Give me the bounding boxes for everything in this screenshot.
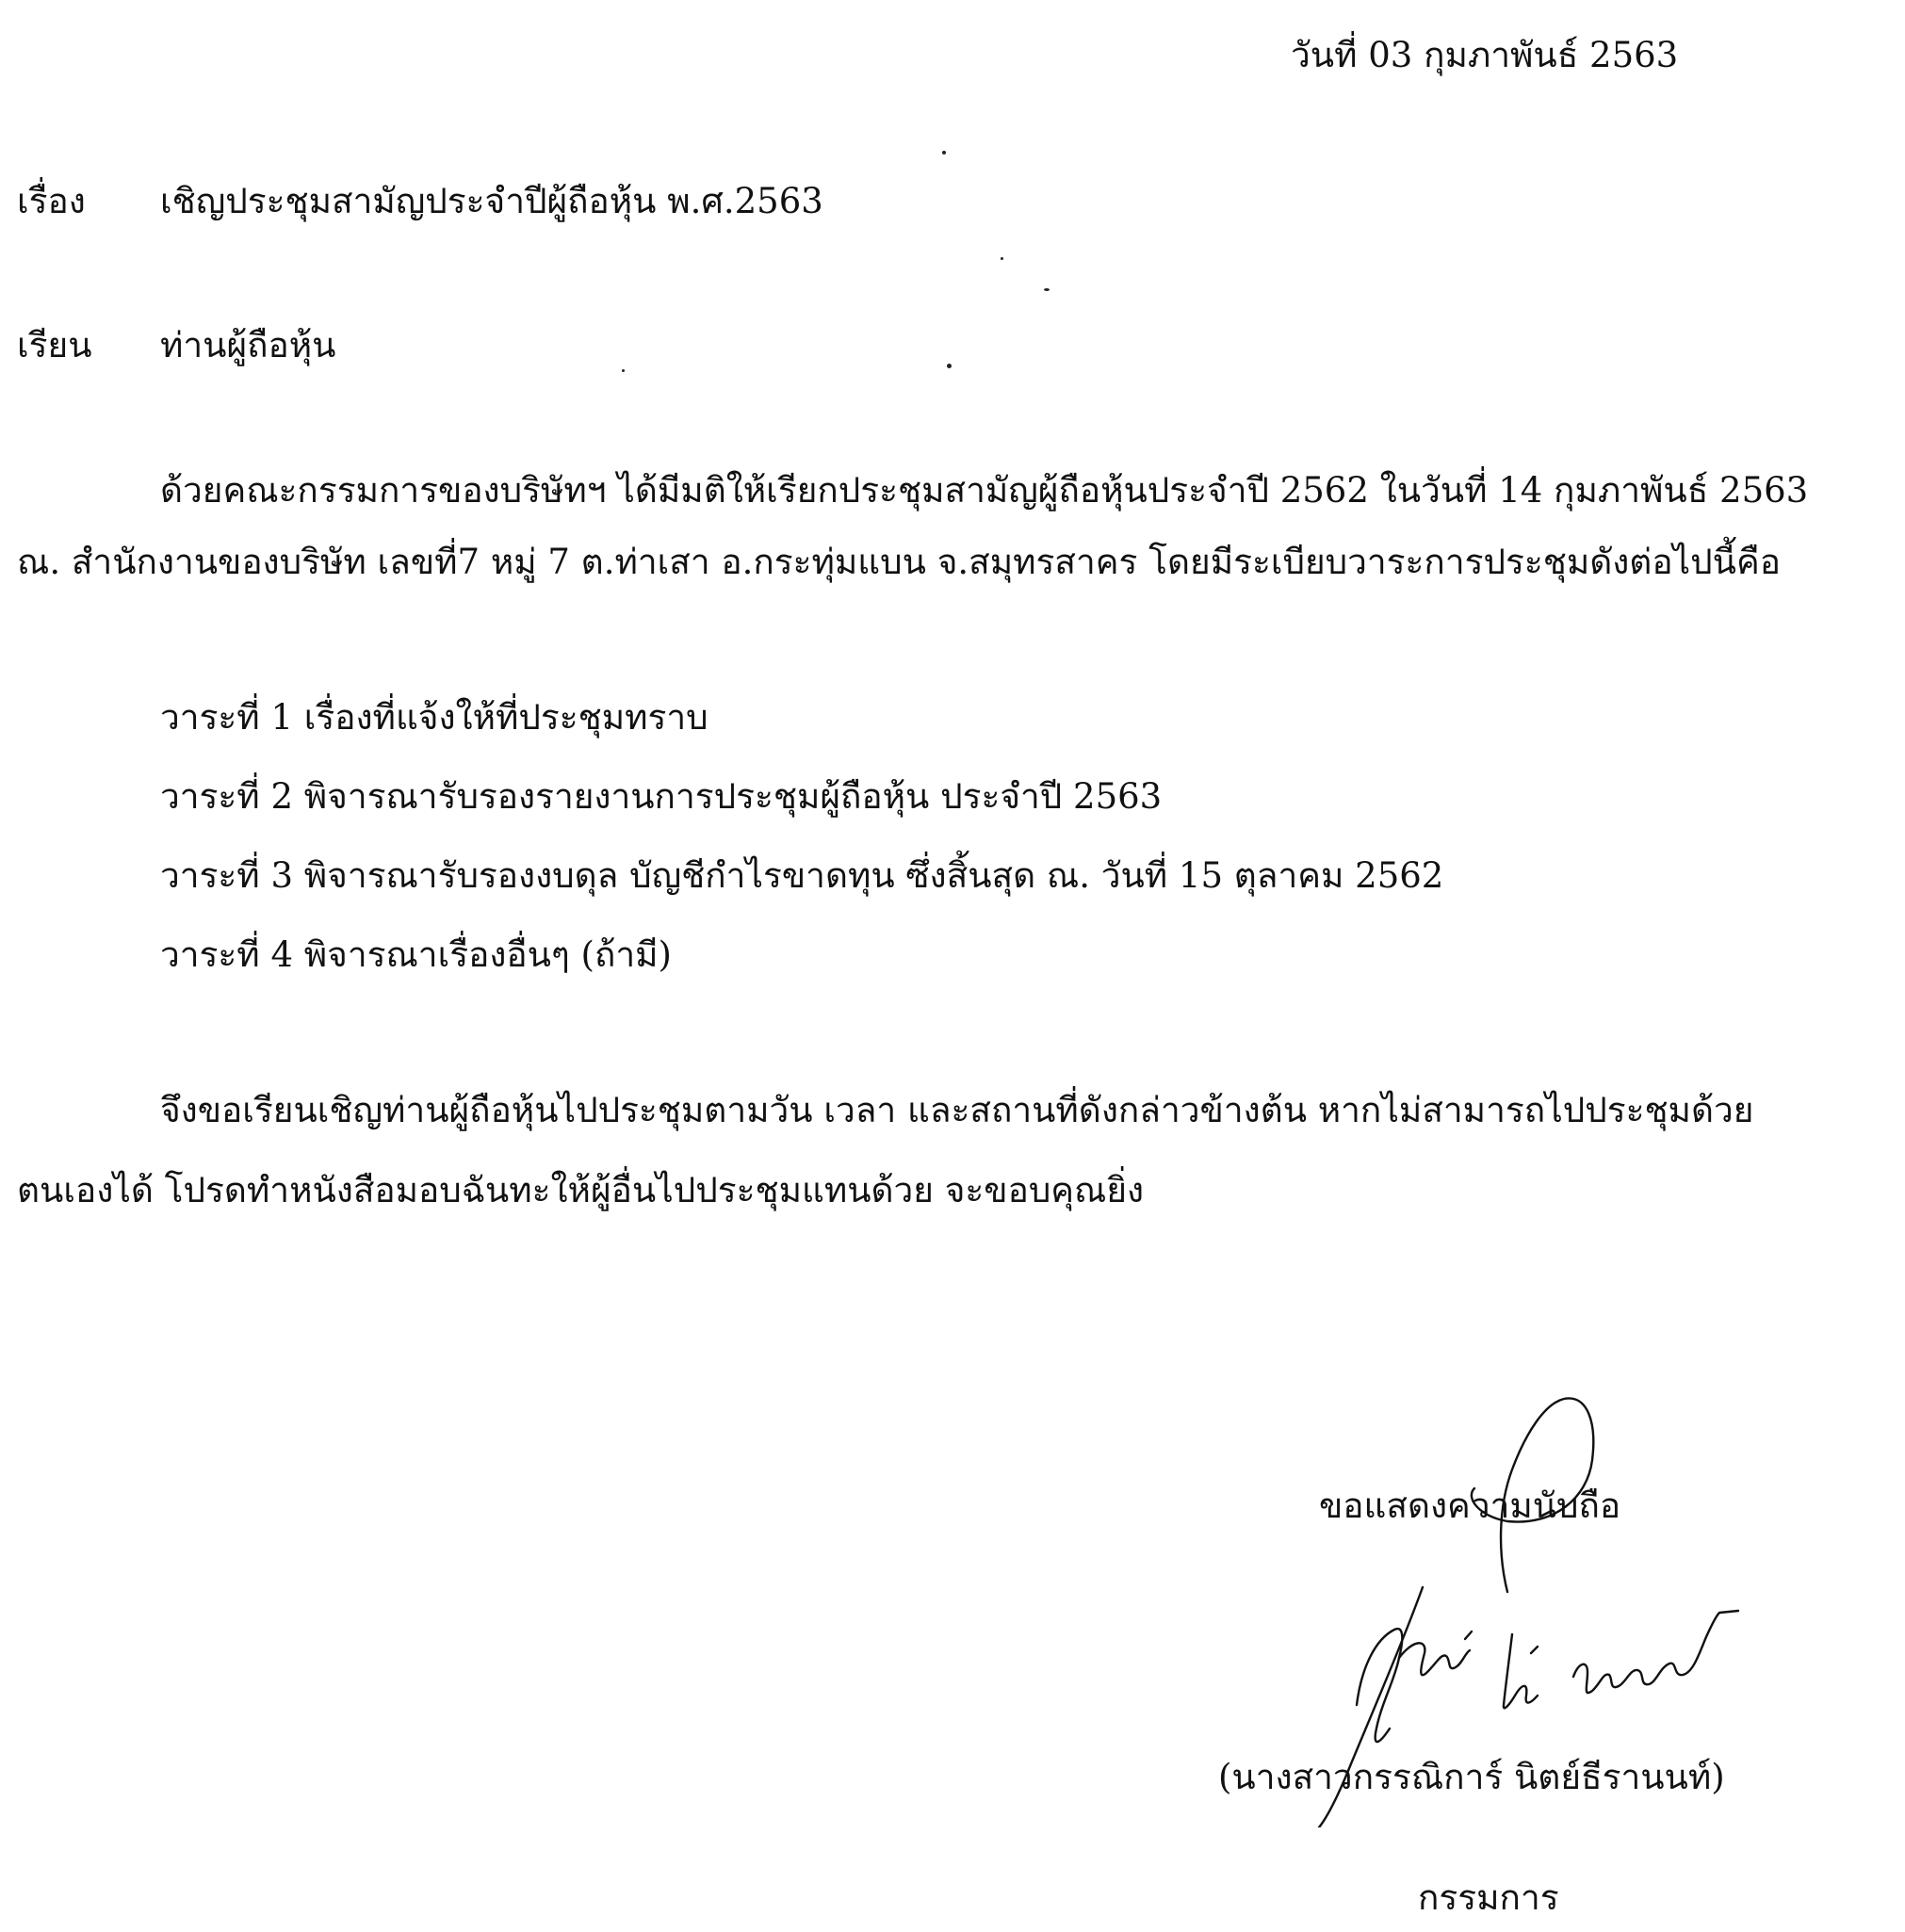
letter-date: วันที่ 03 กุมภาพันธ์ 2563 xyxy=(1291,35,1679,75)
agenda-item-4: วาระที่ 4 พิจารณาเรื่องอื่นๆ (ถ้ามี) xyxy=(160,934,672,975)
subject-text: เชิญประชุมสามัญประจำปีผู้ถือหุ้น พ.ศ.2563 xyxy=(160,181,823,221)
subject-label: เรื่อง xyxy=(17,181,86,221)
agenda-item-1: วาระที่ 1 เรื่องที่แจ้งให้ที่ประชุมทราบ xyxy=(160,697,708,738)
scan-speck xyxy=(947,364,952,368)
scan-speck xyxy=(1001,257,1003,260)
signer-name: (นางสาวกรรณิการ์ นิตย์ธีรานนท์) xyxy=(1218,1757,1725,1797)
closing-text: ขอแสดงความนับถือ xyxy=(1319,1486,1621,1526)
agenda-item-2: วาระที่ 2 พิจารณารับรองรายงานการประชุมผู้ถือหุ้น ประจำปี 2563 xyxy=(160,776,1163,817)
agenda-item-3: วาระที่ 3 พิจารณารับรองงบดุล บัญชีกำไรขาดทุน ซึ่งสิ้นสุด ณ. วันที่ 15 ตุลาคม 2562 xyxy=(160,855,1444,896)
scan-speck xyxy=(942,151,946,154)
paragraph-1-line-1: ด้วยคณะกรรมการของบริษัทฯ ได้มีมติให้เรียกประชุมสามัญผู้ถือหุ้นประจำปี 2562 ในวันที่ 14 กุมภาพันธ์ 2563 xyxy=(160,470,1809,511)
paragraph-2-line-1: จึงขอเรียนเชิญท่านผู้ถือหุ้นไปประชุมตามวัน เวลา และสถานที่ดังกล่าวข้างต้น หากไม่สามารถไปประชุมด้วย xyxy=(160,1090,1754,1130)
recipient-text: ท่านผู้ถือหุ้น xyxy=(160,325,336,365)
paragraph-1-line-2: ณ. สำนักงานของบริษัท เลขที่7 หมู่ 7 ต.ท่าเสา อ.กระทุ่มแบน จ.สมุทรสาคร โดยมีระเบียบวาระการประชุมดังต่อไปนี้คือ xyxy=(17,542,1781,582)
scan-speck xyxy=(622,369,625,372)
scan-speck xyxy=(1044,288,1050,291)
signer-title: กรรมการ xyxy=(1418,1877,1559,1918)
paragraph-2-line-2: ตนเองได้ โปรดทำหนังสือมอบฉันทะให้ผู้อื่นไปประชุมแทนด้วย จะขอบคุณยิ่ง xyxy=(17,1170,1145,1210)
recipient-label: เรียน xyxy=(17,325,92,365)
